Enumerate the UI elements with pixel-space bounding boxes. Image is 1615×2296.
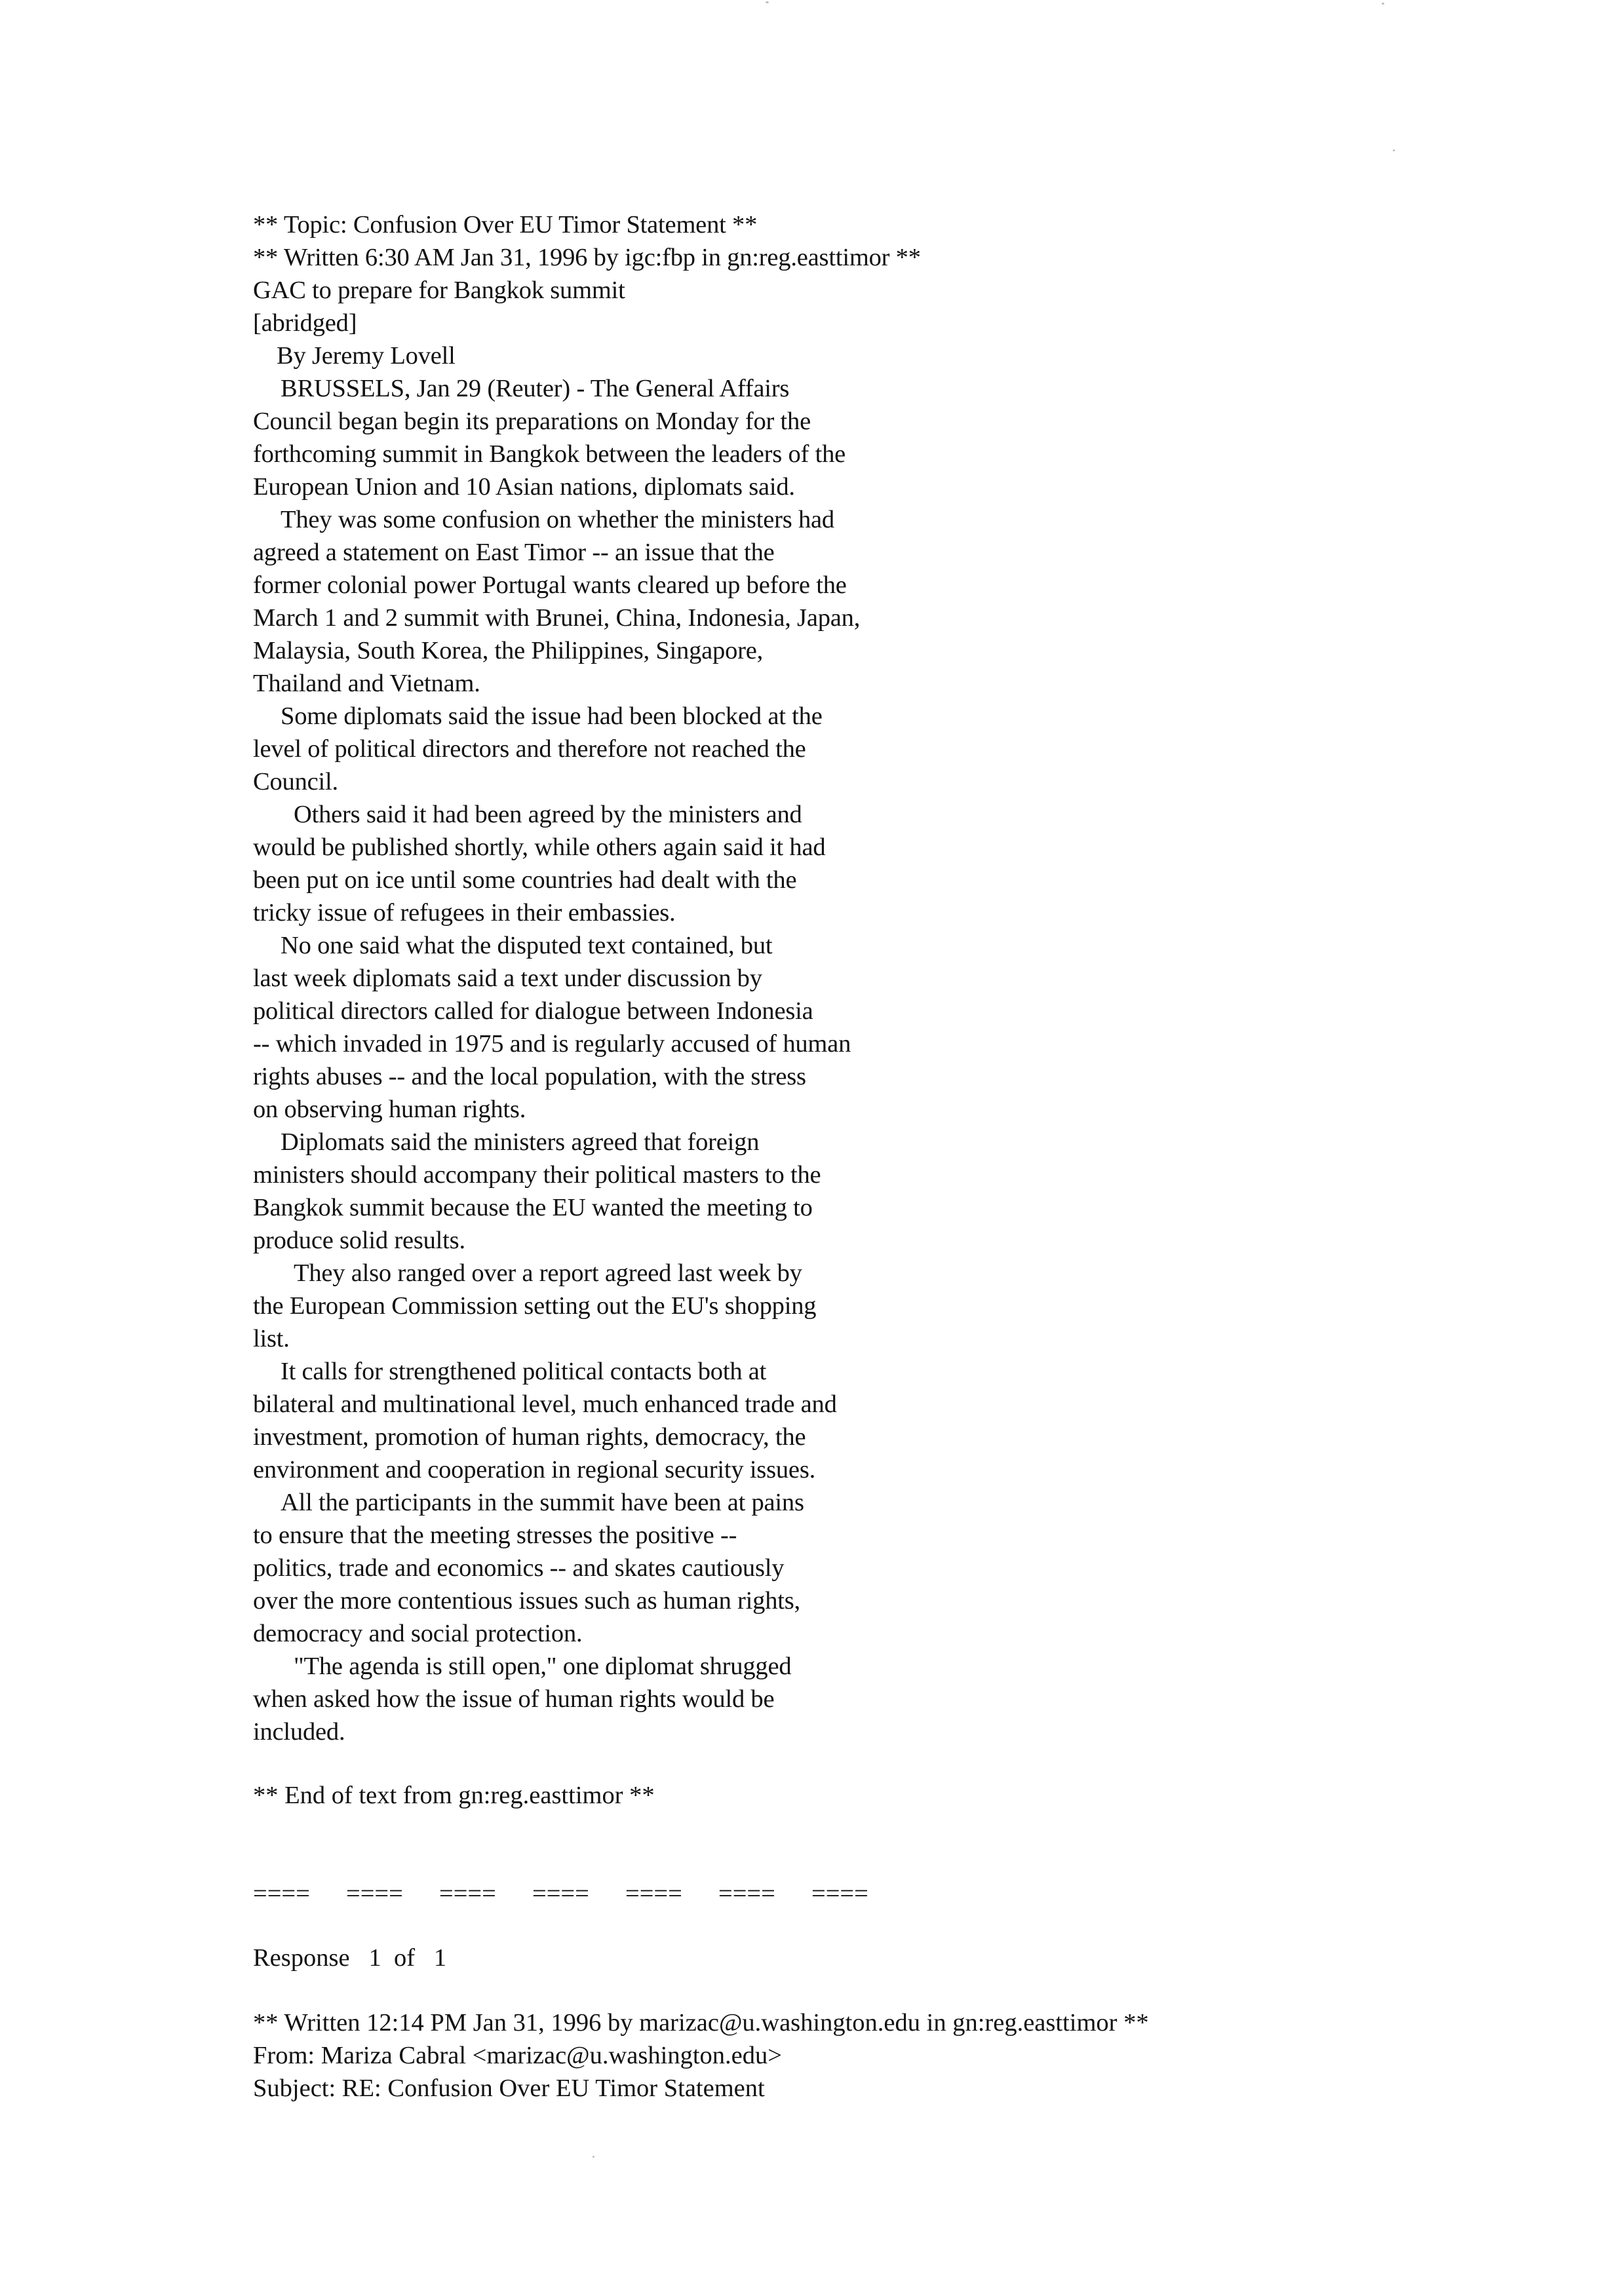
article-line: European Union and 10 Asian nations, diplomats said. [253,473,795,501]
separator-line [253,1877,905,1910]
scan-speck [766,1,769,3]
article-line: produce solid results. [253,1227,465,1254]
article-line: -- which invaded in 1975 and is regularly accused of human [253,1030,851,1058]
written-line: ** Written 6:30 AM Jan 31, 1996 by igc:fbp in gn:reg.easttimor ** [253,244,921,271]
article-line: when asked how the issue of human rights would be [253,1685,775,1713]
separator-segment: ==== [625,1880,682,1907]
article-line: over the more contentious issues such as human rights, [253,1587,800,1615]
article-line: been put on ice until some countries had dealt with the [253,866,797,894]
separator-segment: ==== [253,1880,310,1907]
article-line: Diplomats said the ministers agreed that foreign [281,1128,760,1156]
article-line: the European Commission setting out the EU's shopping [253,1292,817,1320]
separator-segment: ==== [718,1880,775,1907]
separator-segment: ==== [811,1880,868,1907]
article-line: It calls for strengthened political contacts both at [281,1358,767,1385]
reply-header [253,2006,1149,2105]
article-line: All the participants in the summit have been at pains [281,1489,804,1516]
reply-written-line: ** Written 12:14 PM Jan 31, 1996 by marizac@u.washington.edu in gn:reg.easttimor ** [253,2009,1149,2037]
article-line: rights abuses -- and the local population, with the stress [253,1063,806,1090]
article-line: on observing human rights. [253,1096,526,1123]
article-line: BRUSSELS, Jan 29 (Reuter) - The General Affairs [281,375,790,402]
reply-subject-line: Subject: RE: Confusion Over EU Timor Statement [253,2075,765,2102]
topic-line: ** Topic: Confusion Over EU Timor Statement ** [253,211,758,239]
article-line: Others said it had been agreed by the ministers and [294,801,802,828]
article-line: last week diplomats said a text under discussion by [253,965,762,992]
article-line: environment and cooperation in regional security issues. [253,1456,816,1483]
article-line: Some diplomats said the issue had been blocked at the [281,702,823,730]
article-line: bilateral and multinational level, much enhanced trade and [253,1390,837,1418]
post-header [253,208,1367,372]
article-line: investment, promotion of human rights, democracy, the [253,1423,806,1451]
abridged-note: [abridged] [253,309,357,337]
article-line: They also ranged over a report agreed last week by [294,1259,802,1287]
article-line: to ensure that the meeting stresses the positive -- [253,1521,737,1549]
article-line: They was some confusion on whether the ministers had [281,506,834,533]
byline: By Jeremy Lovell [277,342,456,370]
article-line: tricky issue of refugees in their embassies. [253,899,676,927]
article-line: Thailand and Vietnam. [253,670,480,697]
article-line: level of political directors and therefore not reached the [253,735,806,763]
separator-segment: ==== [439,1880,496,1907]
article-line: Council began begin its preparations on Monday for the [253,408,811,435]
article-line: Malaysia, South Korea, the Philippines, Singapore, [253,637,764,664]
end-of-text-line: ** End of text from gn:reg.easttimor ** [253,1782,655,1809]
scan-speck [593,2156,594,2158]
reply-from-line: From: Mariza Cabral <marizac@u.washington.edu> [253,2042,782,2069]
separator-segment: ==== [532,1880,589,1907]
separator-segment: ==== [346,1880,403,1907]
article-line: politics, trade and economics -- and skates cautiously [253,1554,785,1582]
article-line: democracy and social protection. [253,1620,583,1647]
article-line: agreed a statement on East Timor -- an issue that the [253,539,775,566]
article-line: March 1 and 2 summit with Brunei, China, Indonesia, Japan, [253,604,861,632]
article-line: included. [253,1718,345,1746]
article-line: "The agenda is still open," one diplomat shrugged [294,1653,792,1680]
article-body [253,372,1367,1748]
article-line: ministers should accompany their political masters to the [253,1161,821,1189]
article-line: list. [253,1325,290,1352]
article-line: former colonial power Portugal wants cleared up before the [253,571,847,599]
article-line: political directors called for dialogue between Indonesia [253,997,813,1025]
scan-speck [1382,3,1384,5]
article-line: Bangkok summit because the EU wanted the meeting to [253,1194,813,1221]
headline: GAC to prepare for Bangkok summit [253,277,625,304]
article-line: would be published shortly, while others again said it had [253,833,826,861]
response-counter: Response 1 of 1 [253,1944,447,1972]
article-line: Council. [253,768,338,795]
article-line: forthcoming summit in Bangkok between the leaders of the [253,440,846,468]
article-line: No one said what the disputed text contained, but [281,932,773,959]
scan-speck [1393,149,1395,151]
